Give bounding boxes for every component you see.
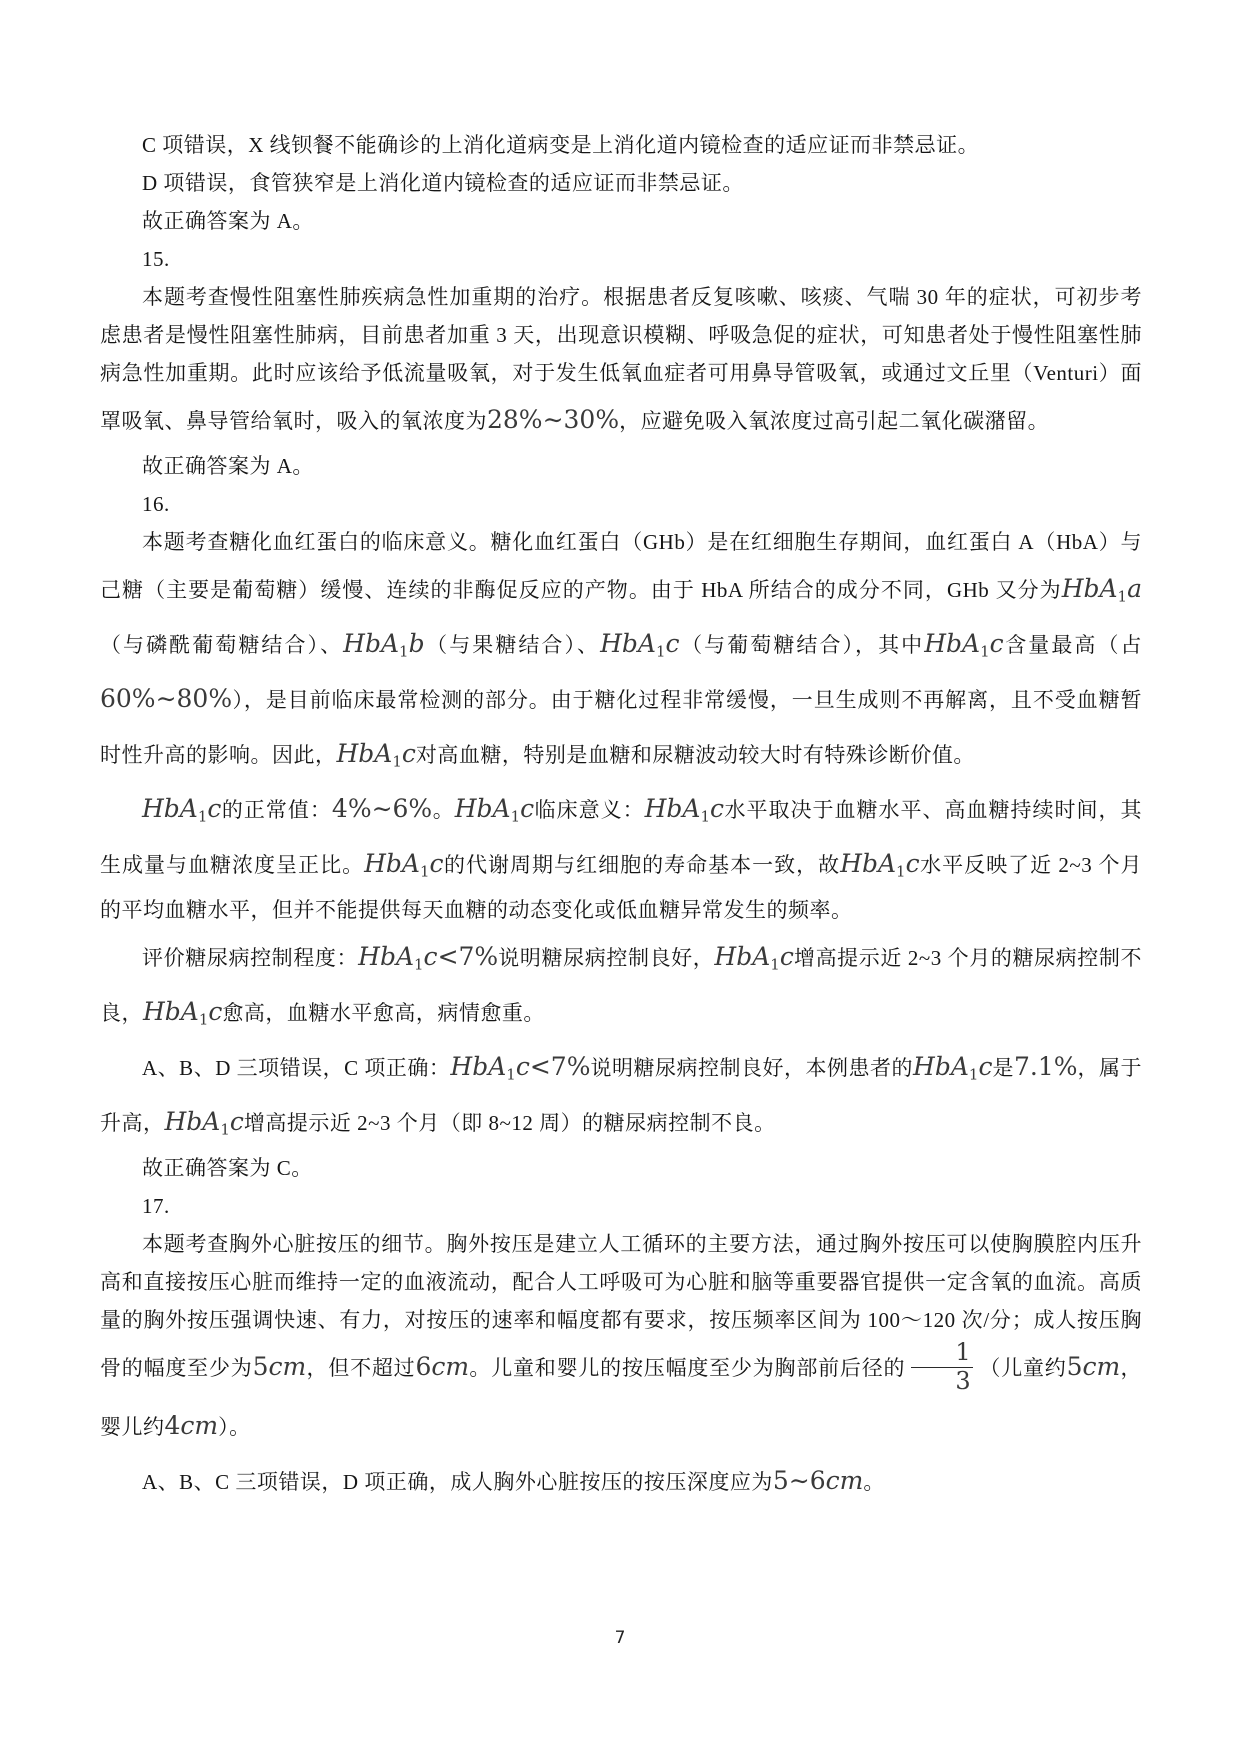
page-number: 7 bbox=[614, 1628, 626, 1648]
answer-line-16 bbox=[100, 1149, 1142, 1187]
text-run: ），是目前临床最常检测的部分。由于糖化过程非常缓慢，一旦生成则不再解离，且不受血糖暂时性升高的影响。因此， bbox=[100, 688, 1142, 767]
math-run: HbA$_1$c bbox=[600, 629, 680, 661]
text-run: 评价糖尿病控制程度： bbox=[142, 946, 359, 970]
text-run: 说明糖尿病控制良好， bbox=[498, 946, 715, 970]
math-run: HbA$_1$c bbox=[364, 849, 444, 881]
text-run: 临床意义： bbox=[534, 798, 645, 822]
question-number-17 bbox=[100, 1187, 1142, 1225]
math-run: HbA$_1$c bbox=[143, 997, 223, 1029]
text-run: D 项错误，食管狭窄是上消化道内镜检查的适应证而非禁忌证。 bbox=[142, 171, 744, 195]
text-run: ，但不超过 bbox=[306, 1356, 416, 1380]
text-run: 故正确答案为 C。 bbox=[142, 1156, 313, 1180]
math-run: 4%∼6% bbox=[331, 794, 433, 823]
math-run: HbA$_1$c bbox=[336, 739, 416, 771]
math-run: 60%∼80% bbox=[100, 684, 233, 713]
text-run: 是 bbox=[992, 1056, 1014, 1080]
math-run: HbA$_1$c bbox=[142, 794, 222, 826]
text-run: （与果糖结合）、 bbox=[424, 633, 601, 657]
text-run: 愈高，血糖水平愈高，病情愈重。 bbox=[222, 1001, 545, 1025]
text-run: 的正常值： bbox=[221, 798, 332, 822]
explanation-16-part1 bbox=[100, 523, 1142, 781]
math-run: HbA$_1$c bbox=[164, 1107, 244, 1139]
text-run: 16. bbox=[142, 492, 170, 516]
text-run: 的代谢周期与红细胞的寿命基本一致，故 bbox=[443, 853, 841, 877]
question-number-15 bbox=[100, 240, 1142, 278]
explanation-16-part2 bbox=[100, 781, 1142, 929]
math-run: HbA$_1$c bbox=[714, 942, 794, 974]
fraction: $\frac{1}{3}$ bbox=[911, 1339, 973, 1395]
explanation-16-options bbox=[100, 1039, 1142, 1149]
explanation-17-options bbox=[100, 1453, 1142, 1508]
text-run: 17. bbox=[142, 1194, 170, 1218]
math-run: 4cm bbox=[164, 1411, 219, 1441]
content-blocks bbox=[100, 126, 1142, 1508]
math-run: 28%∼30% bbox=[487, 405, 620, 434]
math-run: HbA$_1$c bbox=[644, 794, 725, 826]
math-run: HbA$_1$c bbox=[924, 629, 1004, 661]
math-run: 5cm bbox=[1066, 1352, 1121, 1381]
math-run: HbA$_1$b bbox=[343, 629, 425, 661]
text-run: （与葡萄糖结合），其中 bbox=[679, 633, 925, 657]
text-run: 增高提示近 2~3 个月的糖尿病控制不良， bbox=[100, 946, 1143, 1025]
math-run: HbA$_1$c bbox=[913, 1052, 993, 1084]
math-run: HbA$_1$c<7% bbox=[450, 1052, 591, 1084]
text-run: 。 bbox=[432, 798, 455, 822]
math-run: HbA$_1$c<7% bbox=[358, 942, 499, 974]
text-run: 水平反映了近 2~3 个月的平均血糖水平，但并不能提供每天血糖的动态变化或低血糖异常发生的频率。 bbox=[100, 853, 1143, 922]
math-run: HbA$_1$c bbox=[840, 849, 920, 881]
answer-line-14 bbox=[100, 202, 1142, 240]
text-run: （儿童约 bbox=[979, 1356, 1067, 1380]
math-run: 6cm bbox=[415, 1352, 470, 1381]
math-run: HbA$_1$c bbox=[454, 794, 535, 826]
text-run: 增高提示近 2~3 个月（即 8~12 周）的糖尿病控制不良。 bbox=[243, 1111, 776, 1135]
question-number-16 bbox=[100, 485, 1142, 523]
text-run: ，婴儿约 bbox=[100, 1356, 1143, 1440]
text-run: 本题考查慢性阻塞性肺疾病急性加重期的治疗。根据患者反复咳嗽、咳痰、气喘 30 年的症状，可初步考虑患者是慢性阻塞性肺病，目前患者加重 3 天，出现意识模糊、呼吸急促的症状，可知患者处于慢性阻塞性肺病急性加重期。此时应该给予低流量吸氧，对于发生低氧血症者可用鼻导管吸氧，或通过文丘里（Venturi）面罩吸氧、鼻导管给氧时，吸入的氧浓度为 bbox=[100, 285, 1142, 433]
text-run: 本题考查胸外心脏按压的细节。胸外按压是建立人工循环的主要方法，通过胸外按压可以使胸膜腔内压升高和直接按压心脏而维持一定的血液流动，配合人工呼吸可为心脏和脑等重要器官提供一定含氧的血流。高质量的胸外按压强调快速、有力，对按压的速率和幅度都有要求，按压频率区间为 100～120 次/分；成人按压胸骨的幅度至少为 bbox=[100, 1232, 1142, 1380]
text-run: 对高血糖，特别是血糖和尿糖波动较大时有特殊诊断价值。 bbox=[415, 743, 975, 767]
text-run: 含量最高（占 bbox=[1003, 633, 1143, 657]
explanation-16-part3 bbox=[100, 929, 1142, 1039]
explanation-15 bbox=[100, 278, 1142, 447]
math-run: 5cm bbox=[252, 1352, 307, 1381]
text-run: 本题考查糖化血红蛋白的临床意义。糖化血红蛋白（GHb）是在红细胞生存期间，血红蛋白 A（HbA）与己糖（主要是葡萄糖）缓慢、连续的非酶促反应的产物。由于 HbA 所结合的成分不同，GHb 又分为 bbox=[100, 530, 1142, 602]
text-run: A、B、D 三项错误，C 项正确： bbox=[142, 1056, 451, 1080]
text-run: A、B、C 三项错误，D 项正确，成人胸外心脏按压的按压深度应为 bbox=[142, 1470, 773, 1495]
math-run: 7.1% bbox=[1013, 1052, 1078, 1081]
math-run: 5∼6cm bbox=[772, 1466, 864, 1496]
math-run: HbA$_1$a bbox=[1061, 574, 1142, 606]
text-run: （与磷酰葡萄糖结合）、 bbox=[100, 633, 344, 657]
text-run: ）。 bbox=[218, 1415, 251, 1440]
text-run: 说明糖尿病控制良好，本例患者的 bbox=[590, 1056, 914, 1080]
option-d-note bbox=[100, 164, 1142, 202]
text-run: 15. bbox=[142, 247, 170, 271]
text-run: ，应避免吸入氧浓度过高引起二氧化碳潴留。 bbox=[619, 409, 1050, 433]
text-run: 故正确答案为 A。 bbox=[142, 454, 314, 478]
option-c-note bbox=[100, 126, 1142, 164]
answer-line-15 bbox=[100, 447, 1142, 485]
text-run: 水平取决于血糖水平、高血糖持续时间，其生成量与血糖浓度呈正比。 bbox=[100, 798, 1143, 877]
text-run: 。 bbox=[863, 1470, 885, 1495]
text-run: 故正确答案为 A。 bbox=[142, 209, 314, 233]
text-run: ，属于升高， bbox=[100, 1056, 1143, 1135]
explanation-17 bbox=[100, 1225, 1142, 1453]
text-run: 。儿童和婴儿的按压幅度至少为胸部前后径的 bbox=[469, 1356, 906, 1380]
text-run: C 项错误，X 线钡餐不能确诊的上消化道病变是上消化道内镜检查的适应证而非禁忌证。 bbox=[142, 133, 980, 157]
